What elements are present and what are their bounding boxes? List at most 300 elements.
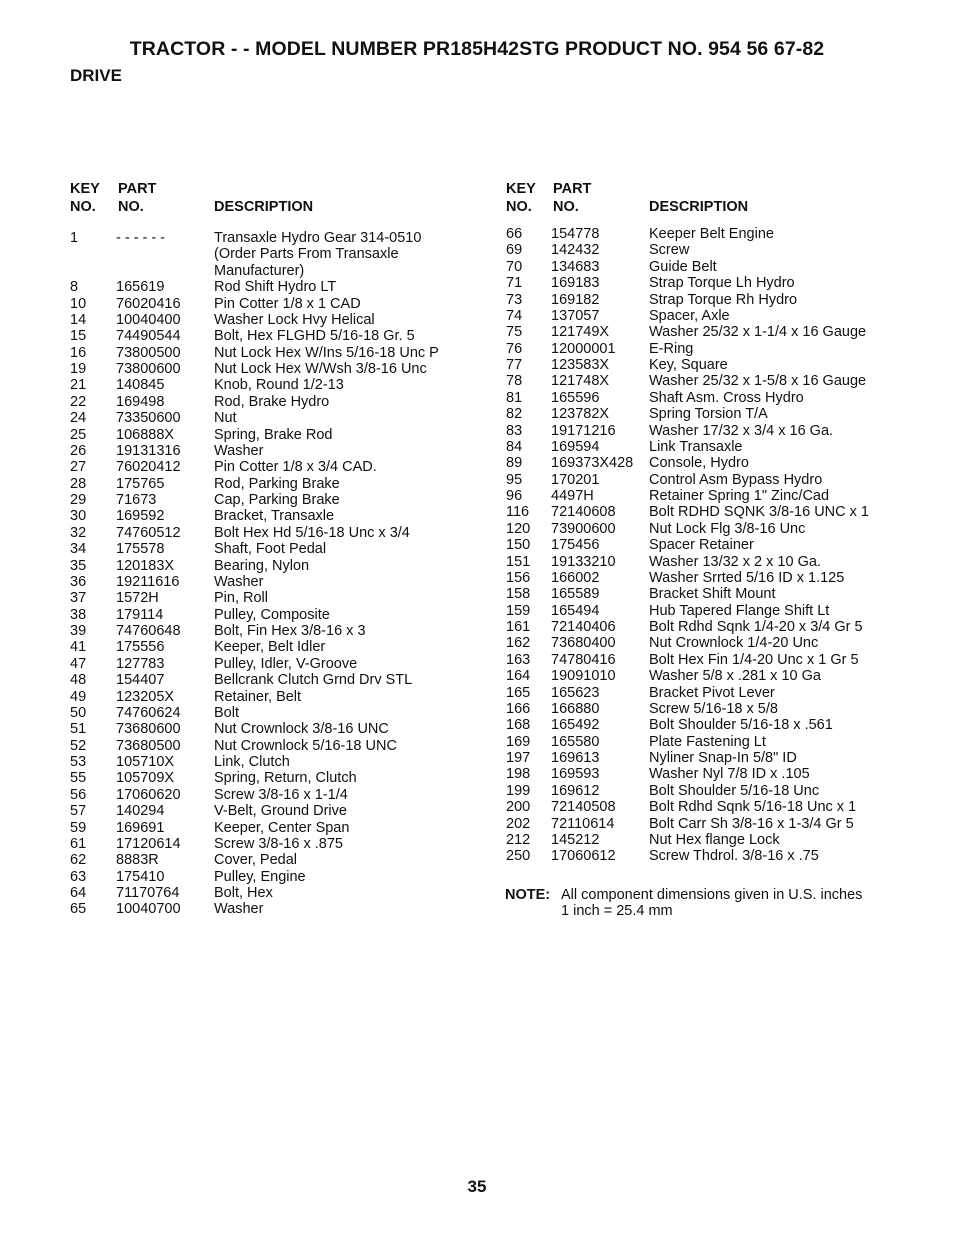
- key-number: 84: [506, 438, 523, 455]
- part-description: Strap Torque Rh Hydro: [649, 291, 798, 308]
- parts-row: [70, 345, 490, 361]
- part-description: Bolt, Fin Hex 3/8-16 x 3: [214, 623, 366, 639]
- key-number: 37: [70, 590, 87, 607]
- part-description: V-Belt, Ground Drive: [214, 803, 347, 820]
- part-number: 1572H: [116, 590, 159, 607]
- part-number: 175556: [116, 639, 165, 656]
- part-description: Spring Torsion T/A: [649, 406, 768, 423]
- key-number: 69: [506, 242, 523, 259]
- part-description: Pin, Roll: [214, 590, 268, 607]
- key-number: 198: [506, 766, 531, 783]
- part-number: 169613: [551, 750, 600, 766]
- part-description: Nut Crownlock 5/16-18 UNC: [214, 737, 397, 754]
- right-key-header: [506, 180, 536, 216]
- key-number: 53: [70, 754, 87, 770]
- section-title: DRIVE: [70, 66, 122, 85]
- part-header-line1: PART: [553, 181, 592, 197]
- key-number: 212: [506, 831, 531, 848]
- part-description: Screw: [649, 242, 690, 259]
- part-description: Washer Lock Hvy Helical: [214, 311, 375, 328]
- key-number: 163: [506, 651, 531, 668]
- part-description: Keeper Belt Engine: [649, 226, 774, 242]
- key-number: 29: [70, 492, 87, 508]
- parts-row: [506, 734, 946, 750]
- part-number: 140294: [116, 803, 165, 820]
- part-number: 105710X: [116, 754, 175, 770]
- part-header-line2: NO.: [553, 199, 579, 215]
- part-description: Retainer Spring 1" Zinc/Cad: [649, 488, 830, 504]
- key-number: 35: [70, 557, 87, 574]
- part-description: Plate Fastening Lt: [649, 733, 766, 750]
- key-number: 200: [506, 799, 531, 816]
- parts-row: [70, 705, 490, 721]
- parts-row: [506, 439, 946, 455]
- part-description: Bolt Rdhd Sqnk 1/4-20 x 3/4 Gr 5: [649, 619, 863, 635]
- part-number: 73900600: [551, 520, 616, 537]
- part-description: Retainer, Belt: [214, 688, 302, 705]
- parts-row: [506, 832, 946, 848]
- part-description: Guide Belt: [649, 258, 717, 275]
- part-description: Nut Lock Hex W/Ins 5/16-18 Unc P: [214, 344, 439, 361]
- part-description: Washer 25/32 x 1-5/8 x 16 Gauge: [649, 373, 867, 390]
- parts-row: [506, 521, 946, 537]
- parts-row: [506, 406, 946, 422]
- part-description: Key, Square: [649, 357, 728, 373]
- part-description: Washer: [214, 442, 264, 459]
- part-description: Keeper, Belt Idler: [214, 639, 326, 656]
- part-number: 8883R: [116, 852, 159, 869]
- part-number: 165623: [551, 684, 600, 701]
- parts-row: [70, 639, 490, 655]
- key-number: 158: [506, 586, 531, 603]
- part-number: 17060620: [116, 786, 181, 803]
- part-description: Bolt Shoulder 5/16-18 Unc: [649, 782, 820, 799]
- part-description: Pulley, Engine: [214, 868, 306, 885]
- parts-row: [506, 799, 946, 815]
- part-description: Bolt Carr Sh 3/8-16 x 1-3/4 Gr 5: [649, 815, 854, 832]
- part-description: Transaxle Hydro Gear 314-0510: [214, 230, 422, 246]
- part-header-line2: NO.: [118, 199, 144, 215]
- part-description: Nut Lock Flg 3/8-16 Unc: [649, 520, 806, 537]
- key-number: 164: [506, 668, 531, 685]
- part-number: 74760648: [116, 623, 181, 639]
- parts-row: [506, 242, 946, 258]
- part-description: Washer 13/32 x 2 x 10 Ga.: [649, 553, 821, 570]
- parts-row: [70, 230, 490, 246]
- part-description: Hub Tapered Flange Shift Lt: [649, 602, 830, 619]
- part-number: 127783: [116, 655, 165, 672]
- key-number: 26: [70, 442, 87, 459]
- key-number: 65: [70, 901, 87, 918]
- part-number: 123782X: [551, 406, 610, 423]
- part-number: 73350600: [116, 410, 181, 427]
- part-description: Bracket Shift Mount: [649, 586, 776, 603]
- part-number: 17120614: [116, 835, 181, 852]
- part-description: Bolt Rdhd Sqnk 5/16-18 Unc x 1: [649, 799, 857, 816]
- parts-row: [70, 525, 490, 541]
- part-number: 123583X: [551, 357, 610, 373]
- part-description: Bracket, Transaxle: [214, 508, 335, 525]
- part-number: 175410: [116, 868, 165, 885]
- key-number: 41: [70, 639, 87, 656]
- key-number: 95: [506, 471, 523, 488]
- part-number: 120183X: [116, 557, 175, 574]
- key-number: 197: [506, 750, 531, 766]
- part-description: Keeper, Center Span: [214, 819, 350, 836]
- key-number: 10: [70, 295, 87, 312]
- parts-row: [70, 541, 490, 557]
- key-number: 116: [506, 504, 530, 521]
- parts-row: [70, 263, 490, 279]
- parts-row: [70, 787, 490, 803]
- key-number: 50: [70, 704, 87, 721]
- part-description: Spacer, Axle: [649, 307, 730, 324]
- part-number: 142432: [551, 242, 600, 259]
- key-number: 159: [506, 602, 531, 619]
- part-description: Bolt RDHD SQNK 3/8-16 UNC x 1: [649, 504, 869, 521]
- part-number: 121748X: [551, 373, 610, 390]
- part-number: 19091010: [551, 668, 616, 685]
- part-number: 74760512: [116, 524, 181, 541]
- parts-row: [70, 476, 490, 492]
- part-number: 169594: [551, 438, 600, 455]
- part-number: 74760624: [116, 704, 181, 721]
- part-description: Spring, Return, Clutch: [214, 770, 357, 787]
- parts-row: [506, 717, 946, 733]
- part-description: Pin Cotter 1/8 x 3/4 CAD.: [214, 459, 377, 476]
- key-number: 81: [506, 389, 523, 406]
- part-description: Cover, Pedal: [214, 852, 298, 869]
- parts-row: [70, 492, 490, 508]
- part-number: 4497H: [551, 488, 594, 504]
- key-number: 22: [70, 393, 87, 410]
- parts-row: [70, 574, 490, 590]
- part-number: 169373X428: [551, 455, 634, 472]
- parts-row: [506, 324, 946, 340]
- key-number: 150: [506, 537, 531, 554]
- part-description: Washer 17/32 x 3/4 x 16 Ga.: [649, 422, 834, 439]
- parts-row: [506, 635, 946, 651]
- key-number: 57: [70, 803, 87, 820]
- key-number: 48: [70, 672, 87, 689]
- part-description: Screw 3/8-16 x 1-1/4: [214, 786, 348, 803]
- parts-row: [70, 689, 490, 705]
- key-number: 168: [506, 717, 531, 734]
- part-number: 72140608: [551, 504, 616, 521]
- part-description: Washer: [214, 901, 264, 918]
- parts-row: [506, 652, 946, 668]
- part-description: Bracket Pivot Lever: [649, 684, 775, 701]
- part-description: Bearing, Nylon: [214, 557, 310, 574]
- key-number: 96: [506, 488, 523, 504]
- key-number: 51: [70, 721, 87, 738]
- key-number: 15: [70, 328, 87, 345]
- page-number: 35: [467, 1177, 487, 1196]
- parts-row: [506, 766, 946, 782]
- part-number: 19131316: [116, 442, 181, 459]
- part-number: 137057: [551, 307, 600, 324]
- part-description: Screw 5/16-18 x 5/8: [649, 700, 778, 717]
- parts-row: [506, 570, 946, 586]
- part-number: 73680600: [116, 721, 181, 738]
- parts-row: [506, 357, 946, 373]
- part-number: 175578: [116, 541, 165, 558]
- key-number: 77: [506, 357, 523, 373]
- part-description: Bolt Shoulder 5/16-18 x .561: [649, 717, 833, 734]
- part-description: Link Transaxle: [649, 438, 743, 455]
- key-number: 25: [70, 426, 87, 443]
- key-number: 156: [506, 569, 531, 586]
- key-number: 14: [70, 311, 87, 328]
- key-number: 28: [70, 475, 87, 492]
- part-description: Washer Srrted 5/16 ID x 1.125: [649, 569, 845, 586]
- part-description: Pulley, Idler, V-Groove: [214, 655, 358, 672]
- parts-row: [506, 537, 946, 553]
- part-number: 165494: [551, 602, 600, 619]
- left-key-header: [70, 180, 100, 216]
- key-number: 165: [506, 684, 531, 701]
- part-number: 154407: [116, 672, 165, 689]
- part-number: 175456: [551, 537, 600, 554]
- part-number: 71170764: [116, 885, 180, 901]
- part-number: 74490544: [116, 328, 181, 345]
- key-number: 30: [70, 508, 87, 525]
- parts-row: [506, 423, 946, 439]
- part-number: 10040700: [116, 901, 181, 918]
- key-number: 19: [70, 361, 87, 377]
- part-description: Bellcrank Clutch Grnd Drv STL: [214, 672, 413, 689]
- part-number: 72110614: [551, 815, 615, 832]
- part-description: Bolt, Hex FLGHD 5/16-18 Gr. 5: [214, 328, 415, 345]
- parts-row: [506, 750, 946, 766]
- part-number: 19171216: [551, 422, 616, 439]
- part-description: (Order Parts From Transaxle: [214, 246, 399, 263]
- key-number: 27: [70, 459, 87, 476]
- key-number: 63: [70, 868, 87, 885]
- part-description: Strap Torque Lh Hydro: [649, 275, 795, 292]
- key-number: 75: [506, 324, 523, 341]
- note-line-2: 1 inch = 25.4 mm: [561, 903, 673, 919]
- part-description: Shaft Asm. Cross Hydro: [649, 389, 804, 406]
- key-number: 16: [70, 344, 87, 361]
- parts-row: [506, 308, 946, 324]
- part-description: Nut Hex flange Lock: [649, 831, 780, 848]
- key-number: 89: [506, 455, 523, 472]
- right-part-header: [553, 180, 591, 216]
- key-header-line2: NO.: [70, 199, 96, 215]
- left-parts-list: [70, 230, 490, 918]
- part-number: 154778: [551, 226, 600, 242]
- parts-row: [70, 590, 490, 606]
- parts-row: [70, 672, 490, 688]
- part-number: 12000001: [551, 340, 616, 357]
- part-number: 76020416: [116, 295, 181, 312]
- part-description: Bolt Hex Fin 1/4-20 Unc x 1 Gr 5: [649, 651, 859, 668]
- part-number: 134683: [551, 258, 600, 275]
- note-line-1: All component dimensions given in U.S. inches: [561, 887, 863, 903]
- key-number: 24: [70, 410, 87, 427]
- left-description-header: DESCRIPTION: [214, 199, 314, 215]
- parts-row: [506, 701, 946, 717]
- part-description: Nut Crownlock 1/4-20 Unc: [649, 635, 819, 652]
- key-number: 38: [70, 606, 87, 623]
- part-number: 71673: [116, 492, 157, 508]
- part-number: 106888X: [116, 426, 175, 443]
- part-header-line1: PART: [118, 181, 157, 197]
- parts-row: [506, 259, 946, 275]
- key-number: 8: [70, 279, 79, 296]
- part-number: 76020412: [116, 459, 181, 476]
- key-number: 56: [70, 786, 87, 803]
- parts-row: [506, 488, 946, 504]
- part-description: Bolt, Hex: [214, 885, 273, 901]
- part-number: 169498: [116, 393, 165, 410]
- part-number: 165619: [116, 279, 165, 296]
- parts-row: [70, 443, 490, 459]
- parts-row: [70, 836, 490, 852]
- parts-row: [70, 656, 490, 672]
- parts-row: [506, 275, 946, 291]
- part-description: Console, Hydro: [649, 455, 749, 472]
- parts-row: [70, 770, 490, 786]
- key-number: 151: [506, 553, 531, 570]
- parts-row: [70, 558, 490, 574]
- part-description: Cap, Parking Brake: [214, 492, 340, 508]
- part-number: 169691: [116, 819, 165, 836]
- part-number: 73800500: [116, 344, 181, 361]
- part-description: Nut Lock Hex W/Wsh 3/8-16 Unc: [214, 361, 427, 377]
- key-number: 202: [506, 815, 531, 832]
- key-number: 64: [70, 885, 87, 901]
- part-description: Nyliner Snap-In 5/8" ID: [649, 750, 797, 766]
- part-description: Washer 5/8 x .281 x 10 Ga: [649, 668, 821, 685]
- parts-row: [506, 685, 946, 701]
- key-number: 250: [506, 848, 531, 865]
- part-description: Pulley, Composite: [214, 606, 330, 623]
- part-number: 19211616: [116, 573, 180, 590]
- parts-row: [70, 508, 490, 524]
- key-number: 161: [506, 619, 531, 635]
- key-number: 32: [70, 524, 87, 541]
- part-description: Link, Clutch: [214, 754, 290, 770]
- parts-row: [70, 459, 490, 475]
- parts-row: [506, 619, 946, 635]
- key-number: 83: [506, 422, 523, 439]
- key-number: 1: [70, 230, 79, 246]
- part-description: Washer: [214, 573, 264, 590]
- key-number: 120: [506, 520, 531, 537]
- part-number: 19133210: [551, 553, 616, 570]
- part-description: Washer Nyl 7/8 ID x .105: [649, 766, 810, 783]
- part-number: 170201: [551, 471, 600, 488]
- part-number: 169612: [551, 782, 600, 799]
- parts-row: [70, 377, 490, 393]
- part-number: 165492: [551, 717, 600, 734]
- part-description: Spacer Retainer: [649, 537, 754, 554]
- parts-row: [506, 586, 946, 602]
- part-description: Washer 25/32 x 1-1/4 x 16 Gauge: [649, 324, 867, 341]
- part-description: Manufacturer): [214, 262, 305, 279]
- parts-row: [70, 852, 490, 868]
- key-number: 162: [506, 635, 531, 652]
- part-number: 73680500: [116, 737, 181, 754]
- part-number: 17060612: [551, 848, 616, 865]
- key-number: 39: [70, 623, 87, 639]
- parts-row: [506, 816, 946, 832]
- key-header-line1: KEY: [70, 181, 100, 197]
- part-number: - - - - - -: [116, 230, 166, 246]
- part-description: Nut Crownlock 3/8-16 UNC: [214, 721, 389, 738]
- parts-row: [506, 455, 946, 471]
- part-description: Spring, Brake Rod: [214, 426, 333, 443]
- key-number: 166: [506, 700, 531, 717]
- part-number: 169182: [551, 291, 600, 308]
- part-number: 165589: [551, 586, 600, 603]
- part-description: Bolt Hex Hd 5/16-18 Unc x 3/4: [214, 524, 410, 541]
- part-number: 145212: [551, 831, 600, 848]
- parts-row: [506, 668, 946, 684]
- part-description: Rod Shift Hydro LT: [214, 279, 337, 296]
- part-number: 10040400: [116, 311, 181, 328]
- part-description: Screw Thdrol. 3/8-16 x .75: [649, 848, 819, 865]
- right-parts-list: [506, 226, 946, 865]
- parts-row: [70, 394, 490, 410]
- parts-row: [70, 754, 490, 770]
- page-title: TRACTOR - - MODEL NUMBER PR185H42STG PRODUCT NO. 954 56 67-82: [129, 38, 825, 60]
- parts-row: [506, 373, 946, 389]
- part-number: 169593: [551, 766, 600, 783]
- key-number: 70: [506, 258, 523, 275]
- key-header-line1: KEY: [506, 181, 536, 197]
- key-number: 169: [506, 733, 531, 750]
- part-number: 169183: [551, 275, 600, 292]
- parts-row: [506, 472, 946, 488]
- key-number: 76: [506, 340, 523, 357]
- parts-row: [70, 820, 490, 836]
- key-number: 36: [70, 573, 87, 590]
- key-number: 82: [506, 406, 523, 423]
- part-number: 166002: [551, 569, 600, 586]
- part-number: 121749X: [551, 324, 610, 341]
- part-number: 72140406: [551, 619, 616, 635]
- parts-row: [70, 328, 490, 344]
- key-number: 59: [70, 819, 87, 836]
- part-number: 72140508: [551, 799, 616, 816]
- key-number: 34: [70, 541, 87, 558]
- parts-row: [506, 603, 946, 619]
- key-number: 52: [70, 737, 87, 754]
- key-number: 73: [506, 291, 523, 308]
- parts-row: [70, 279, 490, 295]
- parts-row: [70, 246, 490, 262]
- part-number: 165580: [551, 733, 600, 750]
- parts-row: [70, 623, 490, 639]
- right-description-header: DESCRIPTION: [649, 199, 749, 215]
- parts-row: [506, 226, 946, 242]
- parts-row: [70, 312, 490, 328]
- key-number: 71: [506, 275, 523, 292]
- parts-row: [70, 738, 490, 754]
- part-number: 140845: [116, 377, 165, 394]
- parts-row: [506, 783, 946, 799]
- parts-row: [70, 885, 490, 901]
- parts-row: [70, 607, 490, 623]
- part-number: 175765: [116, 475, 165, 492]
- part-number: 165596: [551, 389, 600, 406]
- part-description: Control Asm Bypass Hydro: [649, 471, 823, 488]
- key-number: 62: [70, 852, 87, 869]
- part-description: E-Ring: [649, 340, 694, 357]
